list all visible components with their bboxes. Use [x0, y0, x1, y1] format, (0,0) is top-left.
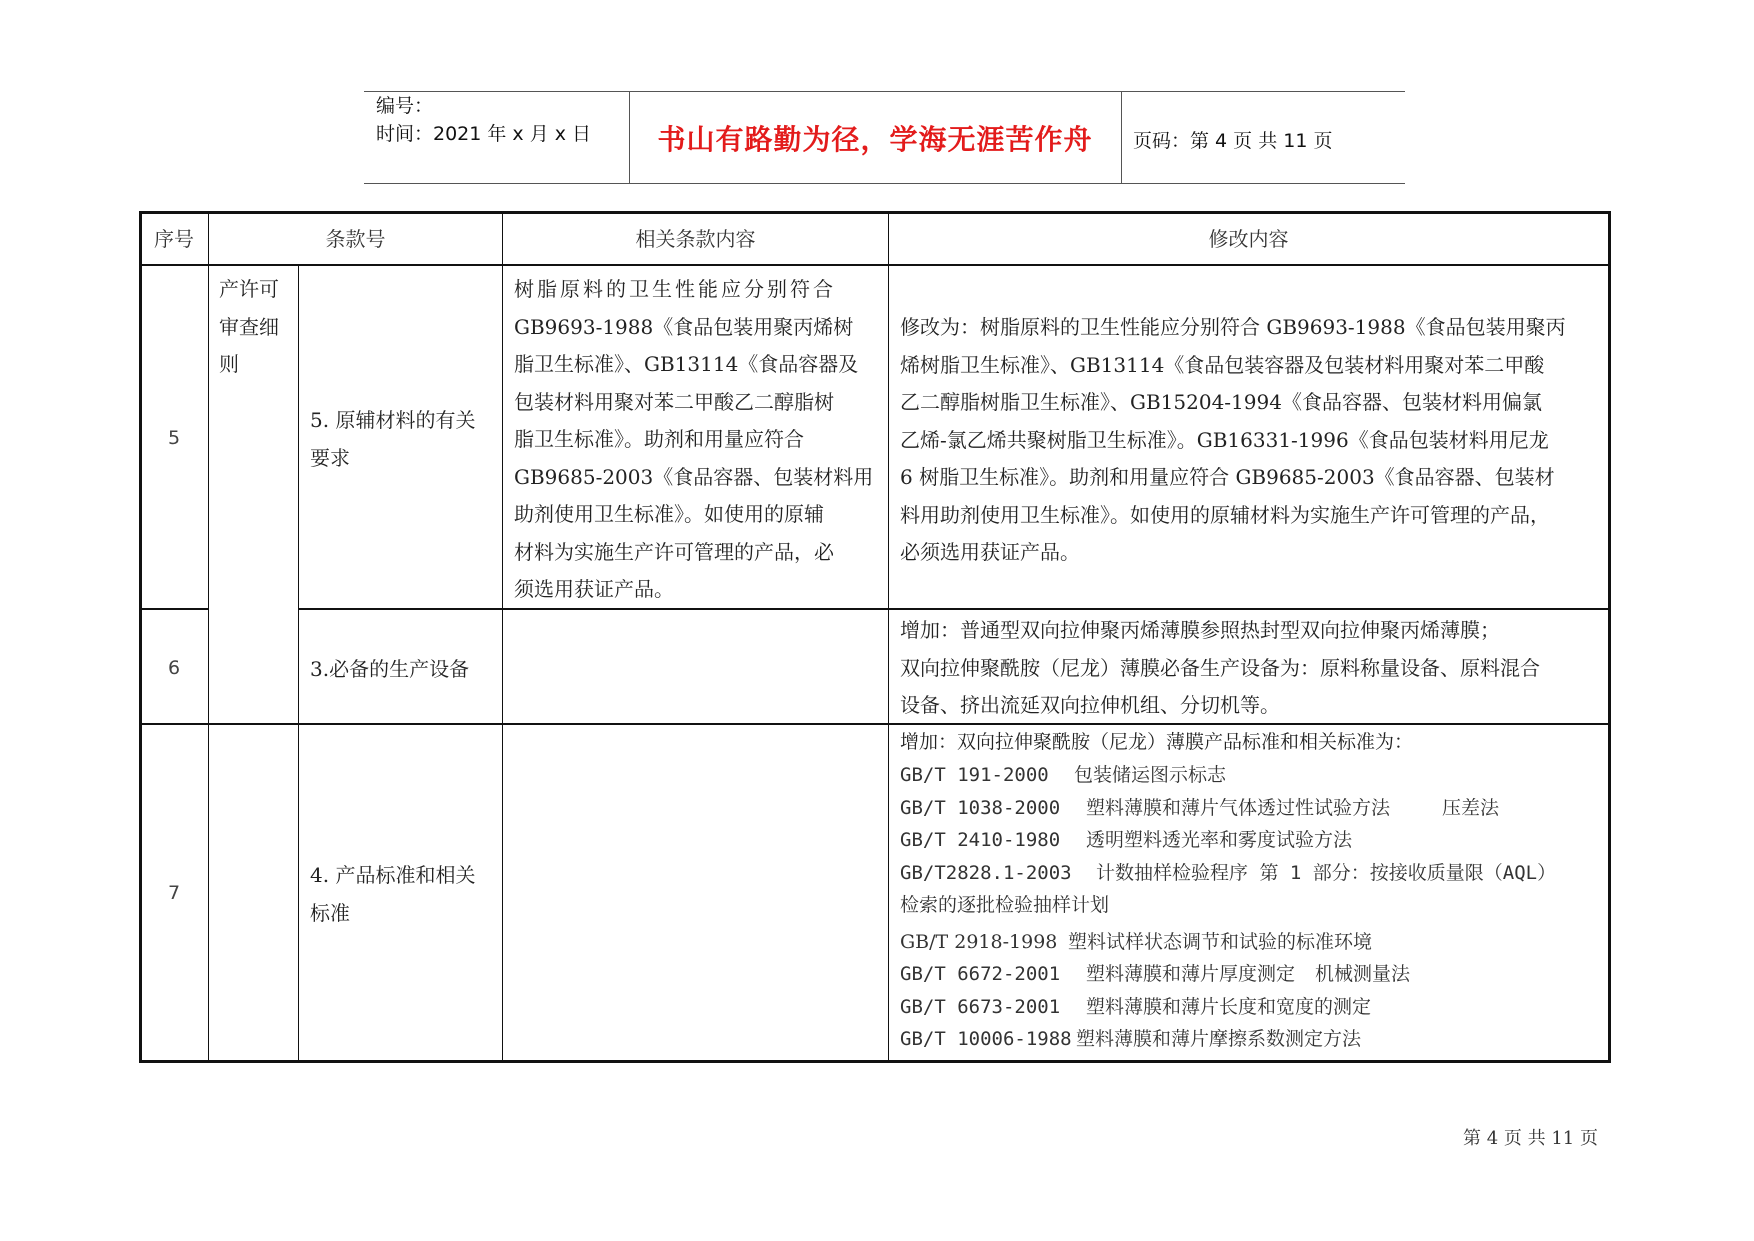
standard-title: 塑料薄膜和薄片气体透过性试验方法 [1086, 796, 1391, 819]
related-line: 树脂原料的卫生性能应分别符合 [514, 277, 836, 301]
standard-title: 计数抽样检验程序 第 1 部分：按接收质量限（AQL） [1096, 861, 1557, 884]
standard-item [900, 759, 1606, 792]
change-line: 烯树脂卫生标准》、GB13114《食品包装容器及包装材料用聚对苯二甲酸 [900, 352, 1545, 377]
standard-title: 塑料薄膜和薄片厚度测定 [1086, 963, 1296, 985]
standard-item [900, 958, 1606, 991]
row-7-changes [900, 726, 1606, 1056]
standard-item [900, 926, 1606, 959]
change-intro: 增加：双向拉伸聚酰胺（尼龙）薄膜产品标准和相关标准为： [900, 731, 1414, 753]
standard-extra: 压差法 [1442, 796, 1500, 819]
standard-code: GB/T 191-2000 [900, 764, 1049, 786]
header-page-number: 页码：第 4 页 共 11 页 [1133, 130, 1333, 152]
document-number-label: 编号： [376, 95, 434, 117]
standard-title: 透明塑料透光率和雾度试验方法 [1086, 829, 1353, 851]
row-5-clause [310, 402, 500, 477]
document-time-label: 时间：2021 年 x 月 x 日 [376, 123, 592, 145]
header-motto: 书山有路勤为径，学海无涯苦作舟 [657, 123, 1093, 156]
standard-code: GB/T2828.1-2003 [900, 861, 1072, 884]
clause-line: 3.必备的生产设备 [310, 657, 470, 681]
row-7-number: 7 [167, 882, 181, 904]
change-line: 必须选用获证产品。 [900, 540, 1080, 564]
standard-title: 检索的逐批检验抽样计划 [900, 894, 1110, 916]
related-line: 包装材料用聚对苯二甲酸乙二醇脂树 [514, 389, 834, 414]
standard-item [900, 991, 1606, 1024]
change-line: 料用助剂使用卫生标准》。如使用的原辅材料为实施生产许可管理的产品， [900, 502, 1550, 527]
change-line: 增加：普通型双向拉伸聚丙烯薄膜参照热封型双向拉伸聚丙烯薄膜； [900, 618, 1500, 642]
row-6-number: 6 [167, 657, 181, 679]
column-header-clause: 条款号 [325, 227, 386, 251]
related-line: GB9685-2003《食品容器、包装材料用 [514, 464, 874, 489]
standard-item [900, 857, 1606, 890]
header-meta [376, 92, 591, 148]
clause-line: 4. 产品标准和相关 [310, 863, 476, 887]
standard-item [900, 1023, 1606, 1056]
clause-line: 5. 原辅材料的有关 [310, 408, 476, 432]
change-line: 乙烯-氯乙烯共聚树脂卫生标准》。GB16331-1996《食品包装材料用尼龙 [900, 427, 1549, 452]
change-line: 修改为：树脂原料的卫生性能应分别符合 GB9693-1988《食品包装用聚丙 [900, 315, 1566, 339]
header-bottom-rule [364, 183, 1405, 184]
row-6-clause [310, 651, 500, 689]
header-divider-right [1121, 91, 1122, 183]
related-line: GB9693-1988《食品包装用聚丙烯树 [514, 314, 854, 339]
change-line: 6 树脂卫生标准》。助剂和用量应符合 GB9685-2003《食品容器、包装材 [900, 465, 1555, 489]
row-5-number: 5 [167, 427, 181, 449]
standard-item [900, 792, 1606, 825]
standard-item [900, 889, 1606, 922]
related-line: 脂卫生标准》。助剂和用量应符合 [514, 427, 804, 451]
row-6-changes [900, 612, 1606, 725]
standards-list [900, 759, 1606, 1056]
standard-code: GB/T 2410-1980 [900, 829, 1061, 851]
standard-extra: 机械测量法 [1315, 963, 1411, 985]
standard-code: GB/T 10006-1988 [900, 1028, 1072, 1050]
column-header-no: 序号 [154, 227, 194, 251]
row-7-clause [310, 857, 500, 932]
clause-line: 标准 [310, 900, 350, 925]
change-line: 双向拉伸聚酰胺（尼龙）薄膜必备生产设备为：原料称量设备、原料混合 [900, 655, 1540, 680]
column-header-related-content: 相关条款内容 [635, 227, 756, 251]
standard-code: GB/T 6673-2001 [900, 995, 1061, 1018]
standard-code: GB/T 1038-2000 [900, 796, 1061, 819]
clause-line: 要求 [310, 445, 350, 470]
group-label-line: 产许可 [219, 277, 279, 301]
change-line: 设备、挤出流延双向拉伸机组、分切机等。 [900, 693, 1280, 717]
clause-group-label [219, 271, 295, 384]
standard-code: GB/T 6672-2001 [900, 963, 1061, 985]
group-label-line: 审查细 [219, 314, 279, 339]
related-line: 材料为实施生产许可管理的产品，必 [514, 539, 834, 564]
related-line: 脂卫生标准》、GB13114《食品容器及 [514, 352, 859, 376]
standard-item [900, 824, 1606, 857]
standard-code: GB/T 2918-1998 [900, 930, 1058, 953]
group-label-line: 则 [219, 352, 239, 376]
standard-title: 塑料试样状态调节和试验的标准环境 [1068, 930, 1373, 953]
page-footer: 第 4 页 共 11 页 [1463, 1128, 1598, 1149]
row-5-related-content [514, 271, 886, 609]
row-5-changes [900, 309, 1606, 572]
column-header-changes: 修改内容 [1208, 227, 1289, 251]
change-line: 乙二醇脂树脂卫生标准》、GB15204-1994《食品容器、包装材料用偏氯 [900, 390, 1542, 414]
related-line: 须选用获证产品。 [514, 577, 674, 601]
standard-title: 包装储运图示标志 [1074, 764, 1227, 786]
standard-title: 塑料薄膜和薄片摩擦系数测定方法 [1076, 1028, 1362, 1050]
standard-title: 塑料薄膜和薄片长度和宽度的测定 [1086, 995, 1372, 1018]
related-line: 助剂使用卫生标准》。如使用的原辅 [514, 502, 824, 526]
